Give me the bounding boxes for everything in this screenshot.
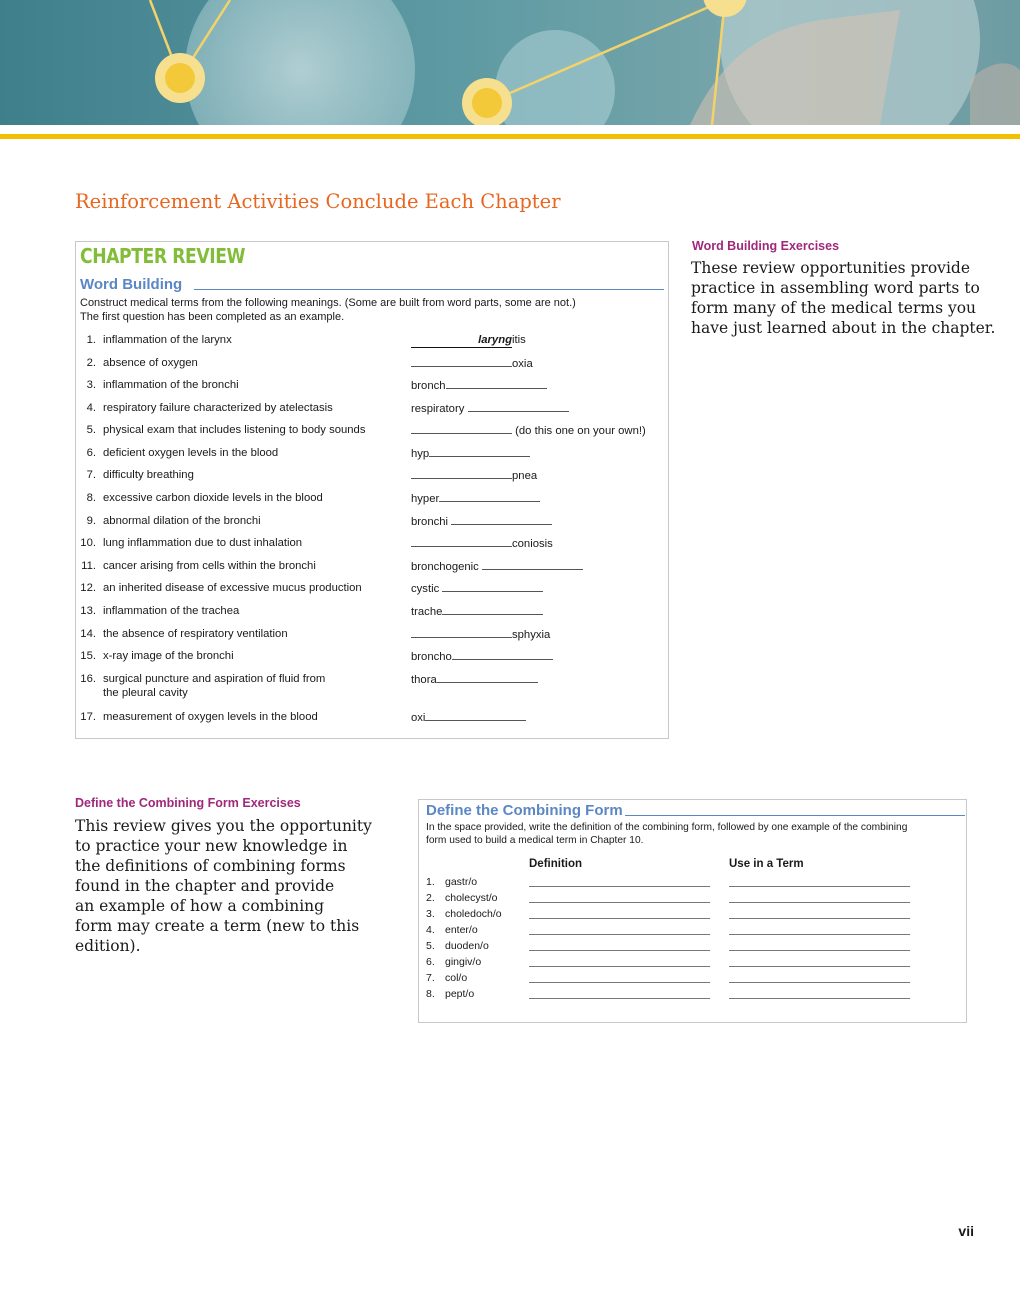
definition-blank[interactable] [529,902,710,903]
definition-blank[interactable] [529,966,710,967]
item-number: 1. [86,334,96,346]
description-line: form many of the medical terms you [691,299,977,317]
header-banner-image [0,0,1020,125]
item-answer: thora [411,672,538,687]
item-number: 11. [81,560,96,572]
use-in-term-blank[interactable] [729,902,910,903]
use-in-term-blank[interactable] [729,886,910,887]
item-number: 8. [426,988,435,1000]
answer-blank[interactable] [482,559,583,570]
item-answer: pnea [411,468,537,483]
combining-form-term: col/o [445,972,468,984]
combining-form-term: cholecyst/o [445,892,498,904]
use-in-term-blank[interactable] [729,982,910,983]
item-number: 1. [426,876,435,888]
definition-blank[interactable] [529,886,710,887]
answer-blank[interactable] [468,401,569,412]
combining-form-item [419,972,966,988]
example-answer: laryng [478,334,512,346]
combining-form-term: gastr/o [445,876,478,888]
definition-blank[interactable] [529,998,710,999]
item-meaning: excessive carbon dioxide levels in the blood [103,492,323,504]
description-line: These review opportunities provide [691,259,970,277]
item-number: 9. [86,515,96,527]
answer-blank[interactable] [451,514,552,525]
description-line: form may create a term (new to this [75,917,360,935]
combining-form-term: pept/o [445,988,475,1000]
word-building-exercises-heading: Word Building Exercises [692,239,840,253]
item-number: 5. [86,424,96,436]
item-answer: respiratory [411,401,569,416]
item-meaning: measurement of oxygen levels in the blood [103,711,318,723]
item-meaning: the absence of respiratory ventilation [103,628,288,640]
description-line: the definitions of combining forms [75,857,346,875]
answer-blank[interactable] [411,333,512,348]
answer-blank[interactable] [411,627,512,638]
item-meaning: inflammation of the larynx [103,334,232,346]
item-meaning: an inherited disease of excessive mucus production [103,582,362,594]
item-answer: oxi [411,710,526,725]
item-answer: oxia [411,356,533,371]
item-number: 16. [80,673,96,685]
combining-form-item [419,940,966,956]
answer-blank[interactable] [442,581,543,592]
item-number: 4. [86,402,96,414]
description-line: found in the chapter and provide [75,877,335,895]
combining-form-term: enter/o [445,924,478,936]
item-answer: sphyxia [411,627,550,642]
gold-divider-rule [0,134,1020,139]
item-answer: (do this one on your own!) [411,423,646,438]
item-answer: cystic [411,581,543,596]
item-number: 6. [86,447,96,459]
combining-form-item [419,876,966,892]
item-number: 3. [86,379,96,391]
item-meaning: physical exam that includes listening to body sounds [103,424,366,436]
definition-blank[interactable] [529,934,710,935]
chapter-review-box [75,241,669,739]
item-answer: laryngitis [411,333,526,348]
item-number: 7. [86,469,96,481]
item-meaning: absence of oxygen [103,357,198,369]
item-number: 4. [426,924,435,936]
item-meaning: surgical puncture and aspiration of fluid from the pleural cavity [103,673,326,699]
answer-blank[interactable] [446,378,547,389]
item-number: 2. [426,892,435,904]
description-line: practice in assembling word parts to [691,279,980,297]
item-number: 15. [80,650,96,662]
item-number: 3. [426,908,435,920]
define-combining-form-box [418,799,967,1023]
combining-form-exercises-description [75,816,372,956]
combining-form-item [419,892,966,908]
item-number: 12. [80,582,96,594]
combining-form-term: gingiv/o [445,956,482,968]
description-line: edition). [75,937,141,955]
answer-blank[interactable] [411,468,512,479]
word-building-exercises-description [691,258,995,338]
item-meaning: x-ray image of the bronchi [103,650,234,662]
description-line: have just learned about in the chapter. [691,319,996,337]
answer-blank[interactable] [452,649,553,660]
answer-blank[interactable] [437,672,538,683]
word-building-heading: Word Building [80,276,183,293]
answer-blank[interactable] [439,491,540,502]
description-line: This review gives you the opportunity [75,817,372,835]
heading-rule [625,815,965,816]
combining-form-item [419,924,966,940]
page-number: vii [958,1223,974,1239]
definition-blank[interactable] [529,982,710,983]
item-number: 6. [426,956,435,968]
definition-blank[interactable] [529,918,710,919]
item-meaning: respiratory failure characterized by atelectasis [103,402,333,414]
item-meaning: inflammation of the trachea [103,605,240,617]
heading-rule [194,289,664,290]
use-in-term-blank[interactable] [729,934,910,935]
use-in-term-blank[interactable] [729,950,910,951]
answer-blank[interactable] [425,710,526,721]
item-answer: hyper [411,491,540,506]
chapter-review-heading: CHAPTER REVIEW [80,244,246,268]
item-number: 10. [80,537,96,549]
use-in-term-blank[interactable] [729,966,910,967]
define-combining-form-heading: Define the Combining Form [426,802,623,819]
description-line: an example of how a combining [75,897,325,915]
item-meaning: difficulty breathing [103,469,194,481]
item-meaning: inflammation of the bronchi [103,379,239,391]
item-answer: hyp [411,446,530,461]
answer-blank[interactable] [411,423,512,434]
item-answer: bronchi [411,514,552,529]
item-number: 8. [86,492,96,504]
word-building-instructions: Construct medical terms from the following meanings. (Some are built from word parts, some are not.) The first question has been completed as an example. [80,297,576,323]
define-combining-form-instructions: In the space provided, write the definition of the combining form, followed by one example of the combining form used to build a medical term in Chapter 10. [426,822,908,846]
item-meaning: deficient oxygen levels in the blood [103,447,279,459]
item-answer: trache [411,604,543,619]
answer-blank[interactable] [429,446,530,457]
item-answer: broncho [411,649,553,664]
answer-blank[interactable] [411,536,512,547]
section-title: Reinforcement Activities Conclude Each Chapter [75,190,561,213]
use-in-term-blank[interactable] [729,918,910,919]
item-answer: bronch [411,378,547,393]
item-meaning: cancer arising from cells within the bronchi [103,560,316,572]
combining-form-item [419,908,966,924]
item-meaning: abnormal dilation of the bronchi [103,515,261,527]
combining-form-exercises-heading: Define the Combining Form Exercises [75,796,301,810]
definition-blank[interactable] [529,950,710,951]
combining-form-item [419,988,966,1004]
description-line: to practice your new knowledge in [75,837,348,855]
answer-blank[interactable] [411,356,512,367]
answer-blank[interactable] [442,604,543,615]
use-in-term-column-header: Use in a Term [729,858,804,870]
item-answer: bronchogenic [411,559,583,574]
combining-form-term: choledoch/o [445,908,502,920]
use-in-term-blank[interactable] [729,998,910,999]
item-number: 17. [80,711,96,723]
combining-form-term: duoden/o [445,940,489,952]
combining-form-item [419,956,966,972]
item-number: 5. [426,940,435,952]
item-meaning: lung inflammation due to dust inhalation [103,537,303,549]
item-answer: coniosis [411,536,553,551]
definition-column-header: Definition [529,858,583,870]
item-number: 13. [80,605,96,617]
item-number: 7. [426,972,435,984]
item-number: 14. [80,628,96,640]
item-number: 2. [86,357,96,369]
